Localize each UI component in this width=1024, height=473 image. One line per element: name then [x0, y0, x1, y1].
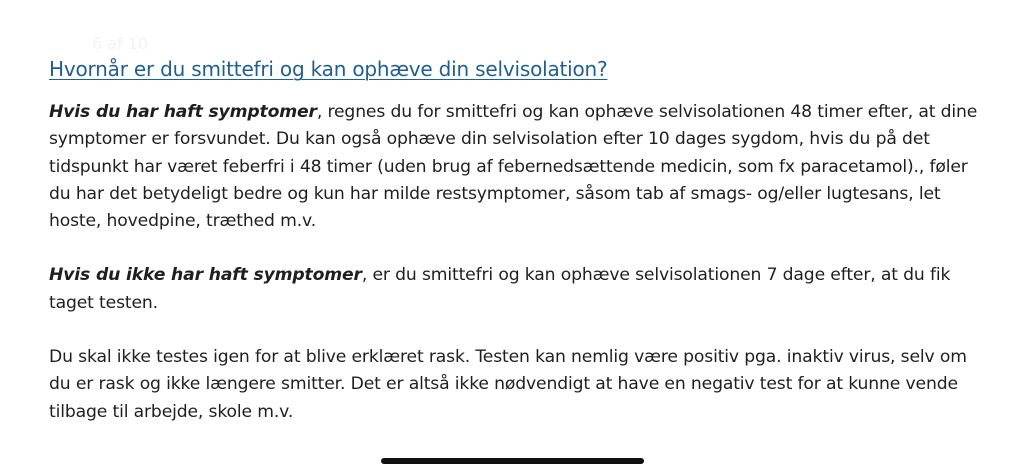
- article-content: [49, 55, 989, 453]
- paragraph-without-symptoms: [49, 262, 989, 317]
- paragraph-with-symptoms: [49, 99, 989, 235]
- paragraph-lead-bold: Hvis du ikke har haft symptomer: [49, 265, 362, 286]
- paragraph-no-retest: Du skal ikke testes igen for at blive erklæret rask. Testen kan nemlig være positiv pga. inaktiv virus, selv om du er rask og ikke længere smitter. Det er altså ikke nødvendigt at have en negativ test for at kunne vende tilbage til arbejde, skole m.v.: [49, 347, 967, 422]
- section-heading: Hvornår er du smittefri og kan ophæve din selvisolation?: [49, 57, 608, 81]
- paragraph-body: , er du smittefri og kan ophæve selvisolationen 7 dage efter, at du fik taget testen.: [49, 265, 951, 313]
- page-counter: 6 af 10: [92, 34, 149, 53]
- paragraph-body: , regnes du for smittefri og kan ophæve selvisolationen 48 timer efter, at dine symptomer er forsvundet. Du kan også ophæve din selvisolation efter 10 dages sygdom, hvis du på det tidspunkt har været feberfri i 48 timer (uden brug af febernedsættende medicin, som fx paracetamol)., føler du har det betydeligt bedre og kun har milde restsymptomer, såsom tab af smags- og/eller lugtesans, let hoste, hovedpine, træthed m.v.: [49, 102, 978, 232]
- paragraph-lead-bold: Hvis du har haft symptomer: [49, 102, 317, 122]
- home-indicator-bar[interactable]: [381, 458, 644, 464]
